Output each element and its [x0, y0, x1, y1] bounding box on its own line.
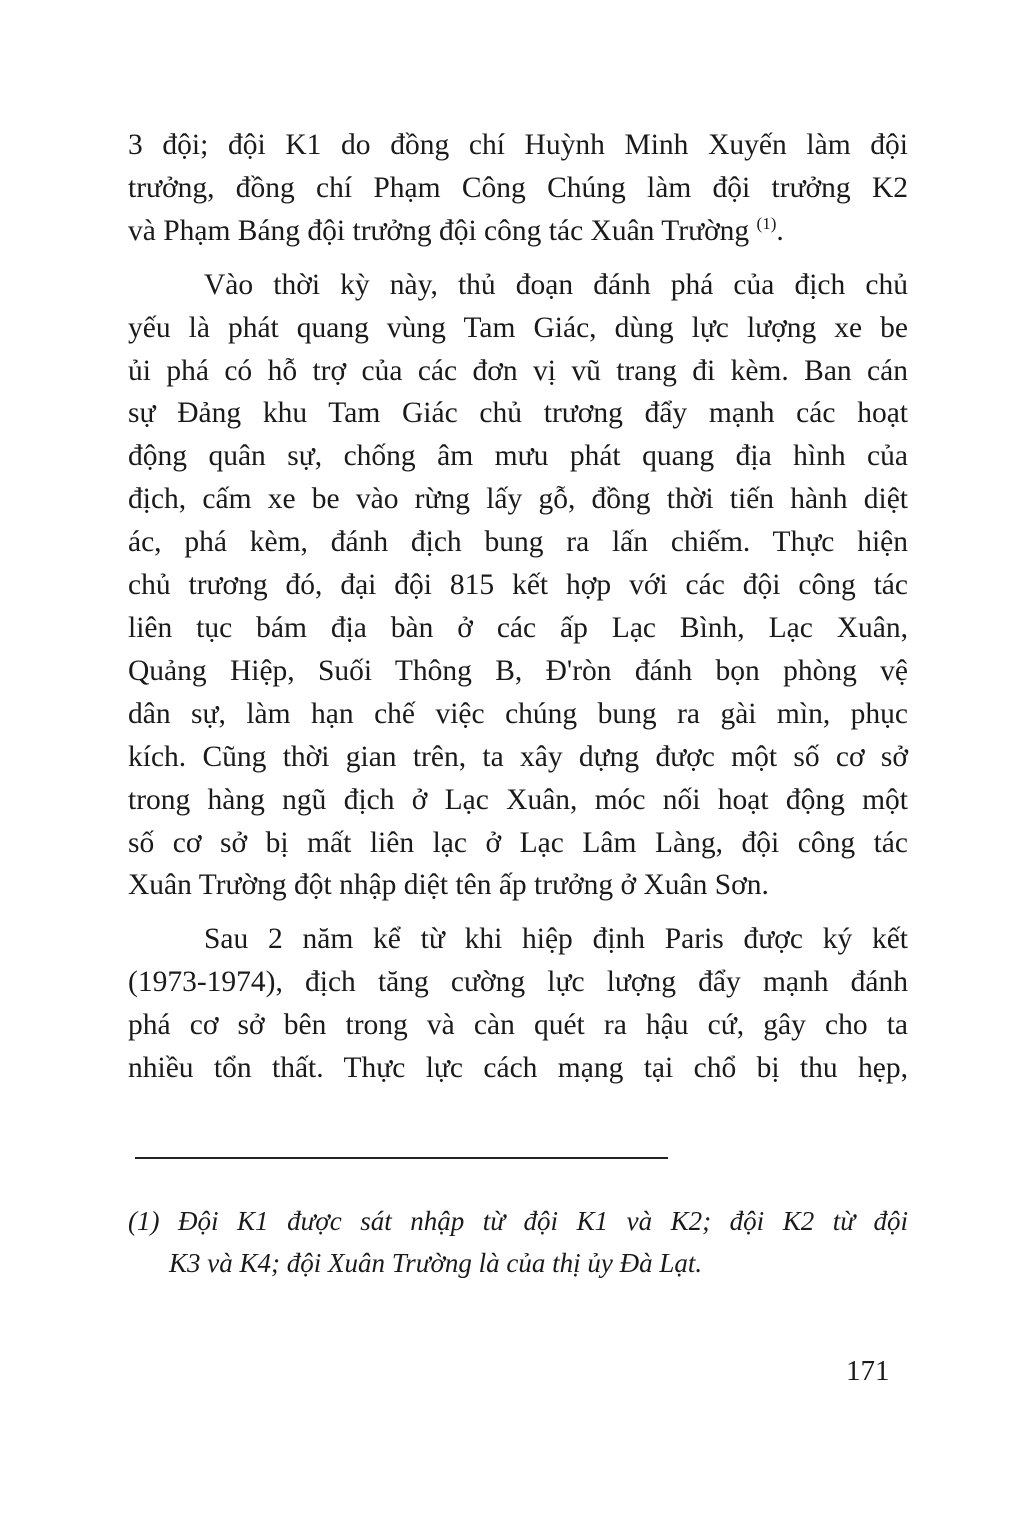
- text-line: yếu là phát quang vùng Tam Giác, dùng lực lượng xe be: [128, 311, 908, 344]
- text-line: ác, phá kèm, đánh địch bung ra lấn chiếm. Thực hiện: [128, 526, 908, 559]
- text-line: nhiều tổn thất. Thực lực cách mạng tại chổ bị thu hẹp,: [128, 1052, 908, 1085]
- text-line: trưởng, đồng chí Phạm Công Chúng làm đội trưởng K2: [128, 171, 908, 204]
- text-line: 3 đội; đội K1 do đồng chí Huỳnh Minh Xuyến làm đội: [128, 129, 908, 161]
- text-line: [128, 210, 908, 253]
- page-number: 171: [846, 1355, 890, 1387]
- text-line: Xuân Trường đột nhập diệt tên ấp trưởng ở Xuân Sơn.: [128, 869, 769, 902]
- text-line: Vào thời kỳ này, thủ đoạn đánh phá của địch chủ: [204, 268, 908, 301]
- text-line: động quân sự, chống âm mưu phát quang địa hình của: [128, 440, 908, 473]
- paragraph-2: [128, 264, 908, 908]
- footnote-line: K3 và K4; đội Xuân Trường là của thị ủy Đà Lạt.: [169, 1248, 703, 1278]
- paragraph-3: [128, 918, 908, 1090]
- text-line: kích. Cũng thời gian trên, ta xây dựng được một số cơ sở: [128, 740, 908, 773]
- text-line: chủ trương đó, đại đội 815 kết hợp với các đội công tác: [128, 569, 908, 602]
- body-text: [128, 124, 908, 1090]
- text-line: dân sự, làm hạn chế việc chúng bung ra gài mìn, phục: [128, 697, 908, 730]
- text-line: sự Đảng khu Tam Giác chủ trương đẩy mạnh các hoạt: [128, 397, 908, 430]
- text-line: số cơ sở bị mất liên lạc ở Lạc Lâm Làng, đội công tác: [128, 826, 908, 859]
- text-line: liên tục bám địa bàn ở các ấp Lạc Bình, Lạc Xuân,: [128, 611, 908, 644]
- text-line: địch, cấm xe be vào rừng lấy gỗ, đồng thời tiến hành diệt: [128, 483, 908, 516]
- text-line: phá cơ sở bên trong và càn quét ra hậu cứ, gây cho ta: [128, 1009, 908, 1042]
- footnote-reference[interactable]: (1): [756, 213, 777, 233]
- footnote-divider: [135, 1157, 668, 1159]
- trailing-punctuation: .: [776, 214, 784, 247]
- text-line: (1973-1974), địch tăng cường lực lượng đẩy mạnh đánh: [128, 966, 908, 999]
- text-line: Quảng Hiệp, Suối Thông B, Đ'ròn đánh bọn phòng vệ: [128, 654, 908, 687]
- paragraph-1: [128, 124, 908, 253]
- text-line: ủi phá có hỗ trợ của các đơn vị vũ trang đi kèm. Ban cán: [128, 354, 908, 387]
- text-line: Sau 2 năm kể từ khi hiệp định Paris được ký kết: [204, 923, 908, 956]
- footnote-line: (1) Đội K1 được sát nhập từ đội K1 và K2; đội K2 từ đội: [128, 1206, 908, 1236]
- text-line-content: và Phạm Báng đội trưởng đội công tác Xuân Trường: [128, 214, 750, 247]
- text-line: trong hàng ngũ địch ở Lạc Xuân, móc nối hoạt động một: [128, 783, 908, 816]
- footnote: [128, 1200, 908, 1284]
